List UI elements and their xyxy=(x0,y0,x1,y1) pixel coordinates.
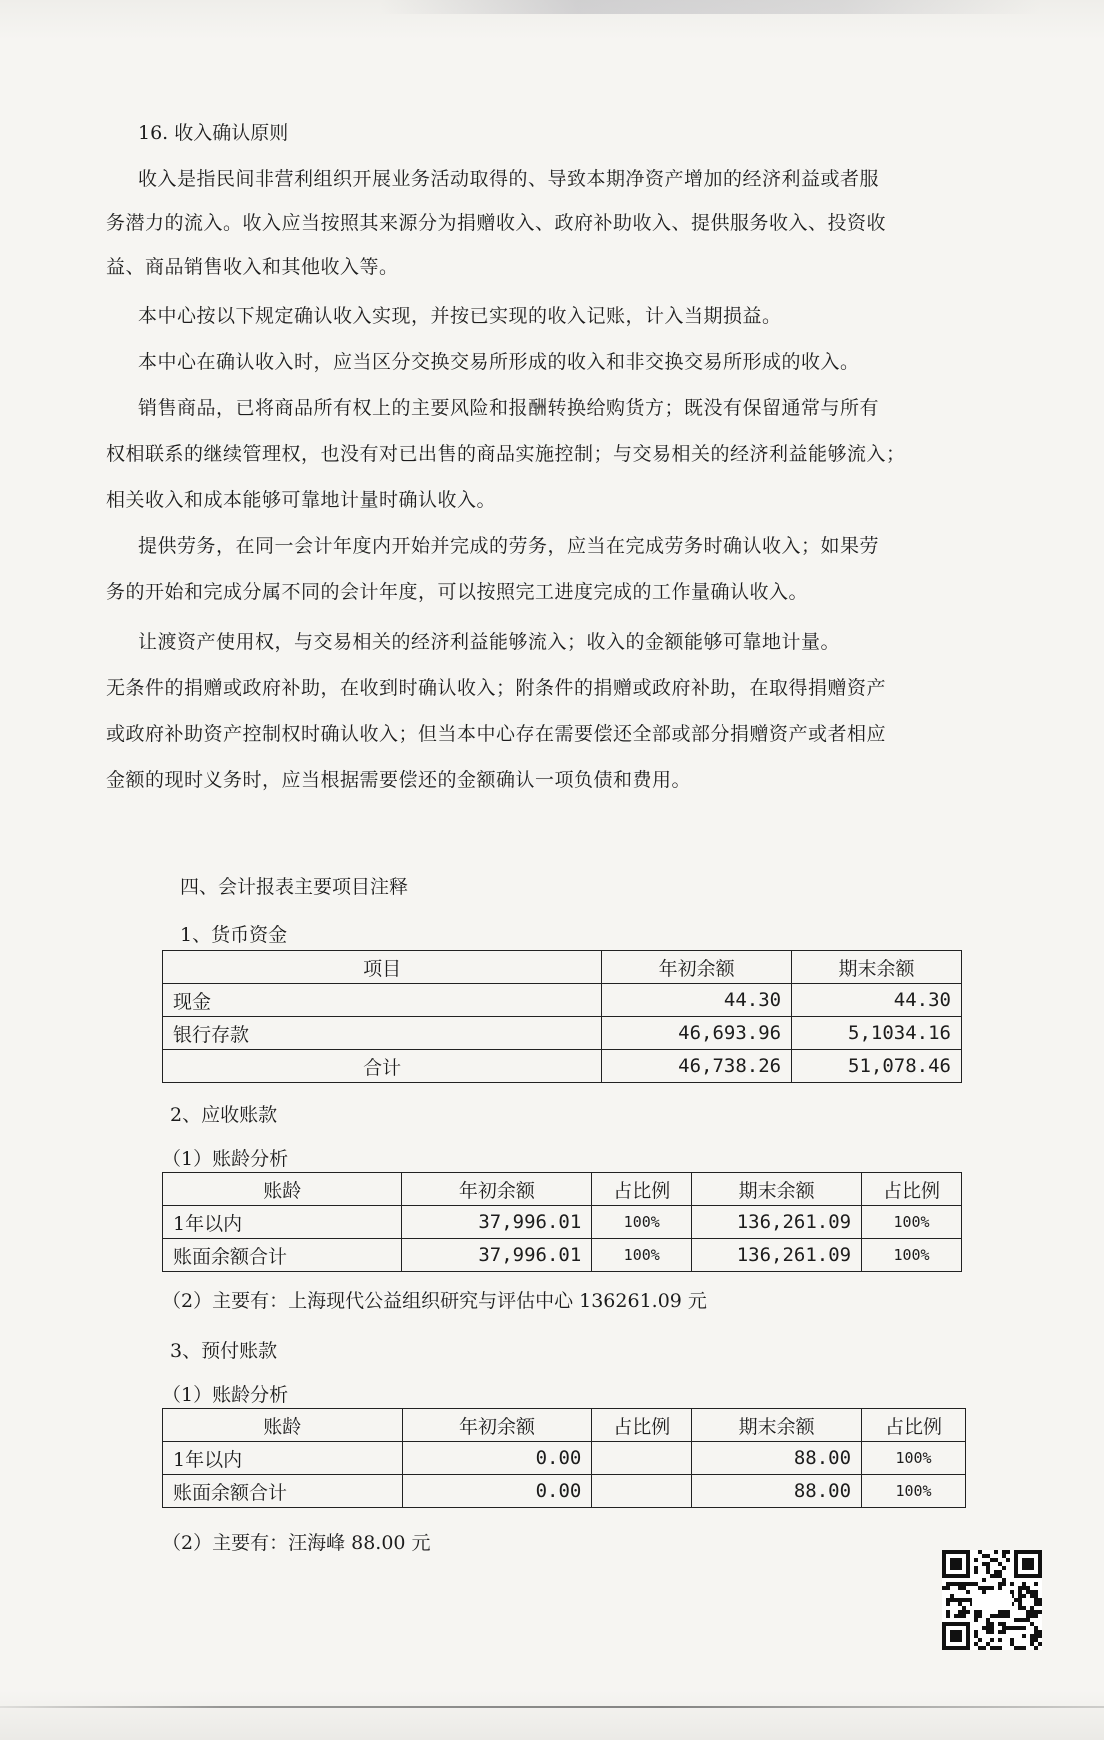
closing-balance: 88.00 xyxy=(692,1442,862,1475)
opening-ratio: 100% xyxy=(592,1239,692,1272)
prepaid-main-note: （2）主要有：汪海峰 88.00 元 xyxy=(162,1532,431,1554)
header-cell: 年初余额 xyxy=(602,951,792,984)
paragraph-line: 或政府补助资产控制权时确认收入；但当本中心存在需要偿还全部或部分捐赠资产或者相应 xyxy=(106,723,887,745)
opening-balance: 0.00 xyxy=(402,1475,592,1508)
row-label: 合计 xyxy=(163,1050,602,1083)
opening-balance: 0.00 xyxy=(402,1442,592,1475)
closing-ratio: 100% xyxy=(862,1239,962,1272)
paragraph-line: 本中心在确认收入时，应当区分交换交易所形成的收入和非交换交易所形成的收入。 xyxy=(138,351,860,373)
table-total-row xyxy=(163,1239,962,1272)
table-row xyxy=(163,1017,962,1050)
cash-table xyxy=(162,950,962,1083)
opening-balance: 46,738.26 xyxy=(602,1050,792,1083)
closing-ratio: 100% xyxy=(862,1475,966,1508)
header-cell: 占比例 xyxy=(592,1173,692,1206)
table-header-row xyxy=(163,1409,966,1442)
table-row xyxy=(163,1442,966,1475)
prepaid-title: 3、预付账款 xyxy=(170,1340,278,1362)
header-cell: 占比例 xyxy=(592,1409,692,1442)
cash-title: 1、货币资金 xyxy=(180,924,288,946)
paragraph-line: 权相联系的继续管理权，也没有对已出售的商品实施控制；与交易相关的经济利益能够流入； xyxy=(106,443,906,465)
table-header-row xyxy=(163,951,962,984)
table-header-row xyxy=(163,1173,962,1206)
paragraph-line: 收入是指民间非营利组织开展业务活动取得的、导致本期净资产增加的经济利益或者服 xyxy=(138,168,880,190)
paragraph-line: 让渡资产使用权，与交易相关的经济利益能够流入；收入的金额能够可靠地计量。 xyxy=(138,631,841,653)
row-label: 1年以内 xyxy=(163,1442,403,1475)
paragraph-line: 务的开始和完成分属不同的会计年度，可以按照完工进度完成的工作量确认收入。 xyxy=(106,581,809,603)
header-cell: 期末余额 xyxy=(692,1173,862,1206)
row-label: 银行存款 xyxy=(163,1017,602,1050)
row-label: 账面余额合计 xyxy=(163,1475,403,1508)
section-16-title: 16. 收入确认原则 xyxy=(138,122,289,144)
opening-ratio xyxy=(592,1442,692,1475)
opening-ratio xyxy=(592,1475,692,1508)
paragraph-line: 益、商品销售收入和其他收入等。 xyxy=(106,256,399,278)
closing-ratio: 100% xyxy=(862,1206,962,1239)
table-row xyxy=(163,1206,962,1239)
prepaid-table xyxy=(162,1408,966,1508)
receivable-title: 2、应收账款 xyxy=(170,1104,278,1126)
table-total-row xyxy=(163,1050,962,1083)
header-cell: 项目 xyxy=(163,951,602,984)
closing-balance: 136,261.09 xyxy=(692,1206,862,1239)
header-cell: 占比例 xyxy=(862,1409,966,1442)
header-cell: 年初余额 xyxy=(402,1409,592,1442)
header-cell: 期末余额 xyxy=(792,951,962,984)
section-4-title: 四、会计报表主要项目注释 xyxy=(180,876,409,898)
paragraph-line: 提供劳务，在同一会计年度内开始并完成的劳务，应当在完成劳务时确认收入；如果劳 xyxy=(138,535,880,557)
prepaid-aging-subtitle: （1）账龄分析 xyxy=(162,1384,289,1406)
opening-balance: 37,996.01 xyxy=(402,1206,592,1239)
row-label: 账面余额合计 xyxy=(163,1239,402,1272)
closing-balance: 88.00 xyxy=(692,1475,862,1508)
paragraph-line: 金额的现时义务时，应当根据需要偿还的金额确认一项负债和费用。 xyxy=(106,769,692,791)
row-label: 1年以内 xyxy=(163,1206,402,1239)
row-label: 现金 xyxy=(163,984,602,1017)
opening-balance: 46,693.96 xyxy=(602,1017,792,1050)
paragraph-line: 相关收入和成本能够可靠地计量时确认收入。 xyxy=(106,489,497,511)
scan-artifact xyxy=(380,0,1040,14)
closing-balance: 136,261.09 xyxy=(692,1239,862,1272)
closing-balance: 44.30 xyxy=(792,984,962,1017)
opening-balance: 37,996.01 xyxy=(402,1239,592,1272)
header-cell: 年初余额 xyxy=(402,1173,592,1206)
receivable-main-note: （2）主要有：上海现代公益组织研究与评估中心 136261.09 元 xyxy=(162,1290,707,1312)
header-cell: 期末余额 xyxy=(692,1409,862,1442)
opening-ratio: 100% xyxy=(592,1206,692,1239)
receivable-aging-subtitle: （1）账龄分析 xyxy=(162,1148,289,1170)
header-cell: 占比例 xyxy=(862,1173,962,1206)
paragraph-line: 销售商品，已将商品所有权上的主要风险和报酬转换给购货方；既没有保留通常与所有 xyxy=(138,397,880,419)
paragraph-line: 本中心按以下规定确认收入实现，并按已实现的收入记账，计入当期损益。 xyxy=(138,305,782,327)
closing-balance: 51,078.46 xyxy=(792,1050,962,1083)
header-cell: 账龄 xyxy=(163,1409,403,1442)
qr-code-graphic xyxy=(942,1550,1042,1650)
table-total-row xyxy=(163,1475,966,1508)
table-row xyxy=(163,984,962,1017)
closing-balance: 5,1034.16 xyxy=(792,1017,962,1050)
page-bottom-rule xyxy=(0,1706,1104,1708)
closing-ratio: 100% xyxy=(862,1442,966,1475)
receivable-table xyxy=(162,1172,962,1272)
paragraph-line: 务潜力的流入。收入应当按照其来源分为捐赠收入、政府补助收入、提供服务收入、投资收 xyxy=(106,212,887,234)
opening-balance: 44.30 xyxy=(602,984,792,1017)
header-cell: 账龄 xyxy=(163,1173,402,1206)
paragraph-line: 无条件的捐赠或政府补助，在收到时确认收入；附条件的捐赠或政府补助，在取得捐赠资产 xyxy=(106,677,887,699)
qr-code-icon xyxy=(942,1550,1042,1650)
